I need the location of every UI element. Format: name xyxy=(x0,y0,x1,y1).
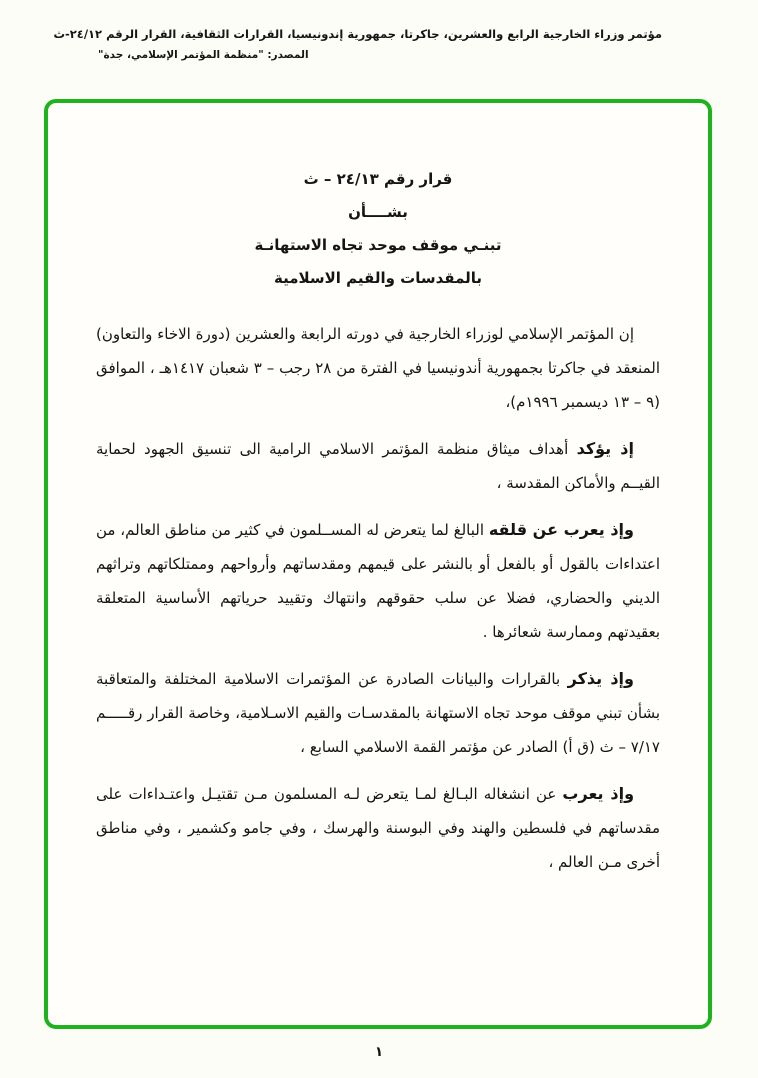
paragraph-lead: إذ يؤكد xyxy=(576,439,634,458)
paragraph-text: أهداف ميثاق منظمة المؤتمر الاسلامي الرامية الى تنسيق الجهود لحماية القيــم والأماكن المقدسة ، xyxy=(96,440,660,492)
paragraph-expressing-concern xyxy=(96,513,660,649)
paragraph-lead: وإذ يعرب عن قلقه xyxy=(488,520,634,539)
page-number: ١ xyxy=(374,1044,384,1060)
resolution-subject-line2: بالمقدسات والقيم الاسلامية xyxy=(273,269,483,287)
paragraph-preamble xyxy=(96,317,660,419)
header-citation: مؤتمر وزراء الخارجية الرابع والعشرين، جاكرتا، جمهورية إندونيسيا، القرارات الثقافية، القرار الرقم ٢٤/١٢-ث xyxy=(53,27,662,41)
resolution-subject-line1: تبنـي موقف موحد تجاه الاستهانـة xyxy=(254,236,502,254)
document-header xyxy=(53,27,662,61)
page-footer xyxy=(0,1041,758,1060)
resolution-regarding: بشــــأن xyxy=(348,203,408,221)
resolution-title-block xyxy=(96,163,660,295)
paragraph-text: عن انشغاله البـالغ لمـا يتعرض لـه المسلمون مـن تقتيـل واعتـداءات على مقدساتهم في فلسطين والهند وفي البوسنة والهرسك ، وفي جامو وكشمير ، وفي مناطق أخرى مـن العالم ، xyxy=(96,785,660,871)
paragraph-text: إن المؤتمر الإسلامي لوزراء الخارجية في دورته الرابعة والعشرين (دورة الاخاء والتعاون) المنعقد في جاكرتا بجمهورية أندونيسيا في الفترة من ٢٨ رجب – ٣ شعبان ١٤١٧هـ ، الموافق (٩ – ١٣ ديسمبر ١٩٩٦م)، xyxy=(96,325,660,411)
paragraph-recalling xyxy=(96,662,660,764)
document-frame xyxy=(44,99,712,1029)
paragraph-affirming xyxy=(96,432,660,500)
paragraph-text: البالغ لما يتعرض له المســلمون في كثير من مناطق العالم، من اعتداءات بالقول أو بالفعل أو بالنشر على قيمهم ومقدساتهم وأرواحهم وممتلكاتهم وتراثهم الديني والحضاري، فضلا عن سلب حقوقهم وانتهاك وتقييد حرياتهم الأساسية المتعلقة بعقيدتهم وممارسة شعائرها . xyxy=(96,521,660,641)
header-source: المصدر: "منظمة المؤتمر الإسلامي، جدة" xyxy=(98,49,309,61)
paragraph-lead: وإذ يذكر xyxy=(567,669,634,688)
resolution-number: قرار رقم ٢٤/١٣ – ث xyxy=(303,170,453,188)
paragraph-expressing-preoccupation xyxy=(96,777,660,879)
paragraph-text: بالقرارات والبيانات الصادرة عن المؤتمرات الاسلامية المختلفة والمتعاقبة بشأن تبني موقف موحد تجاه الاستهانة بالمقدسـات والقيم الاسـلامية، وخاصة القرار رقـــــم ٧/١٧ – ث (ق أ) الصادر عن مؤتمر القمة الاسلامي السابع ، xyxy=(96,670,660,756)
paragraph-lead: وإذ يعرب xyxy=(562,784,635,803)
document-body xyxy=(48,103,708,879)
